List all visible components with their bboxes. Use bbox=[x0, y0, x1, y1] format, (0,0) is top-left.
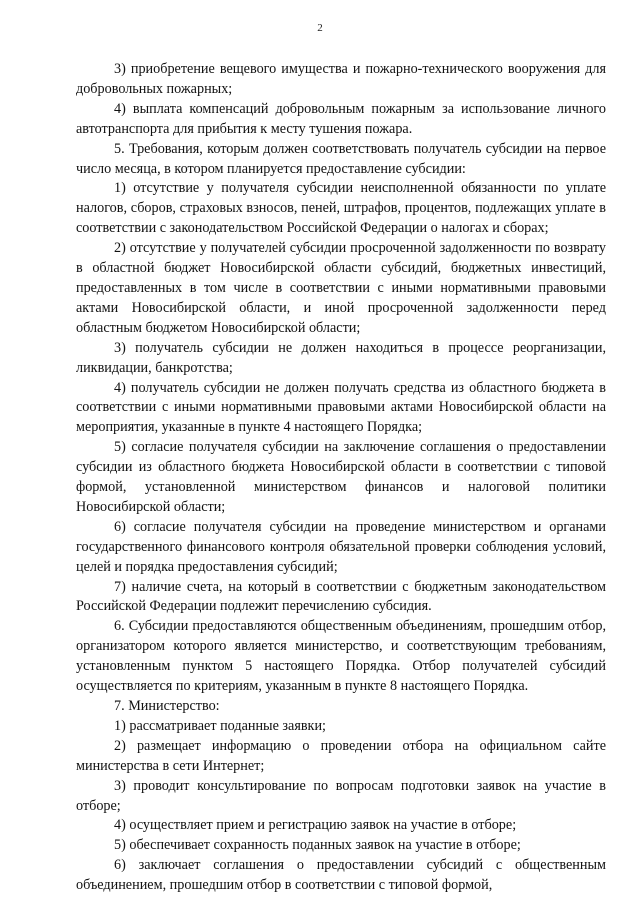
paragraph-7-4: 4) осуществляет прием и регистрацию заявок на участие в отборе; bbox=[114, 817, 517, 834]
page-number: 2 bbox=[317, 22, 323, 34]
paragraph-7-2: 2) размещает информацию о проведении отбора на официальном сайте министерства в сети Интернет; bbox=[76, 737, 606, 774]
paragraph-5-3-reorganization: 3) получатель субсидии не должен находиться в процессе реорганизации, ликвидации, банкротства; bbox=[76, 339, 606, 376]
paragraph-5-2-debt: 2) отсутствие у получателей субсидии просроченной задолженности по возврату в областной бюджет Новосибирской области субсидий, бюджетных инвестиций, предоставленных в том числе в соответствии с иными нормативными правовыми актами Новосибирской области, и иной просроченной задолженности перед областным бюджетом Новосибирской области; bbox=[76, 240, 606, 336]
paragraph-5-5-agreement: 5) согласие получателя субсидии на заключение соглашения о предоставлении субсидии из областного бюджета Новосибирской области в соответствии с типовой формой, установленной министерством финансов и налоговой политики Новосибирской области; bbox=[76, 439, 606, 515]
paragraph-4-compensation: 4) выплата компенсаций добровольным пожарным за использование личного автотранспорта для прибытия к месту тушения пожара. bbox=[76, 100, 606, 137]
paragraph-7-3: 3) проводит консультирование по вопросам подготовки заявок на участие в отборе; bbox=[76, 777, 606, 814]
paragraph-section-6: 6. Субсидии предоставляются общественным объединениям, прошедшим отбор, организатором которого является министерство, и соответствующим требованиям, установленным пунктом 5 настоящего Порядка. Отбор получателей субсидий осуществляется по критериям, указанным в пункте 8 настоящего Порядка. bbox=[76, 618, 606, 695]
paragraph-7-1: 1) рассматривает поданные заявки; bbox=[114, 717, 326, 734]
paragraph-3-clothing: 3) приобретение вещевого имущества и пожарно-технического вооружения для добровольных пожарных; bbox=[76, 61, 606, 97]
paragraph-section-7: 7. Министерство: bbox=[114, 698, 220, 714]
paragraph-5-1-taxes: 1) отсутствие у получателя субсидии неисполненной обязанности по уплате налогов, сборов, страховых взносов, пеней, штрафов, процентов, подлежащих уплате в соответствии с законодательством Российской Федерации о налогах и сборах; bbox=[76, 180, 606, 237]
paragraph-5-7-account: 7) наличие счета, на который в соответствии с бюджетным законодательством Российской Федерации подлежит перечислению субсидия. bbox=[76, 578, 606, 615]
paragraph-5-4-funds: 4) получатель субсидии не должен получать средства из областного бюджета в соответствии с иными нормативными правовыми актами Новосибирской области на мероприятия, указанные в пункте 4 настоящего Порядка; bbox=[76, 379, 606, 436]
paragraph-5-6-audit: 6) согласие получателя субсидии на проведение министерством и органами государственного финансового контроля обязательной проверки соблюдения условий, целей и порядка предоставления субсидий; bbox=[76, 518, 606, 575]
paragraph-7-6: 6) заключает соглашения о предоставлении субсидий с общественным объединением, прошедшим отбор в соответствии с типовой формой, bbox=[76, 857, 606, 894]
paragraph-section-5: 5. Требования, которым должен соответствовать получатель субсидии на первое число месяца, в котором планируется предоставление субсидии: bbox=[76, 140, 606, 177]
document-body bbox=[76, 60, 606, 896]
paragraph-7-5: 5) обеспечивает сохранность поданных заявок на участие в отборе; bbox=[114, 837, 521, 854]
